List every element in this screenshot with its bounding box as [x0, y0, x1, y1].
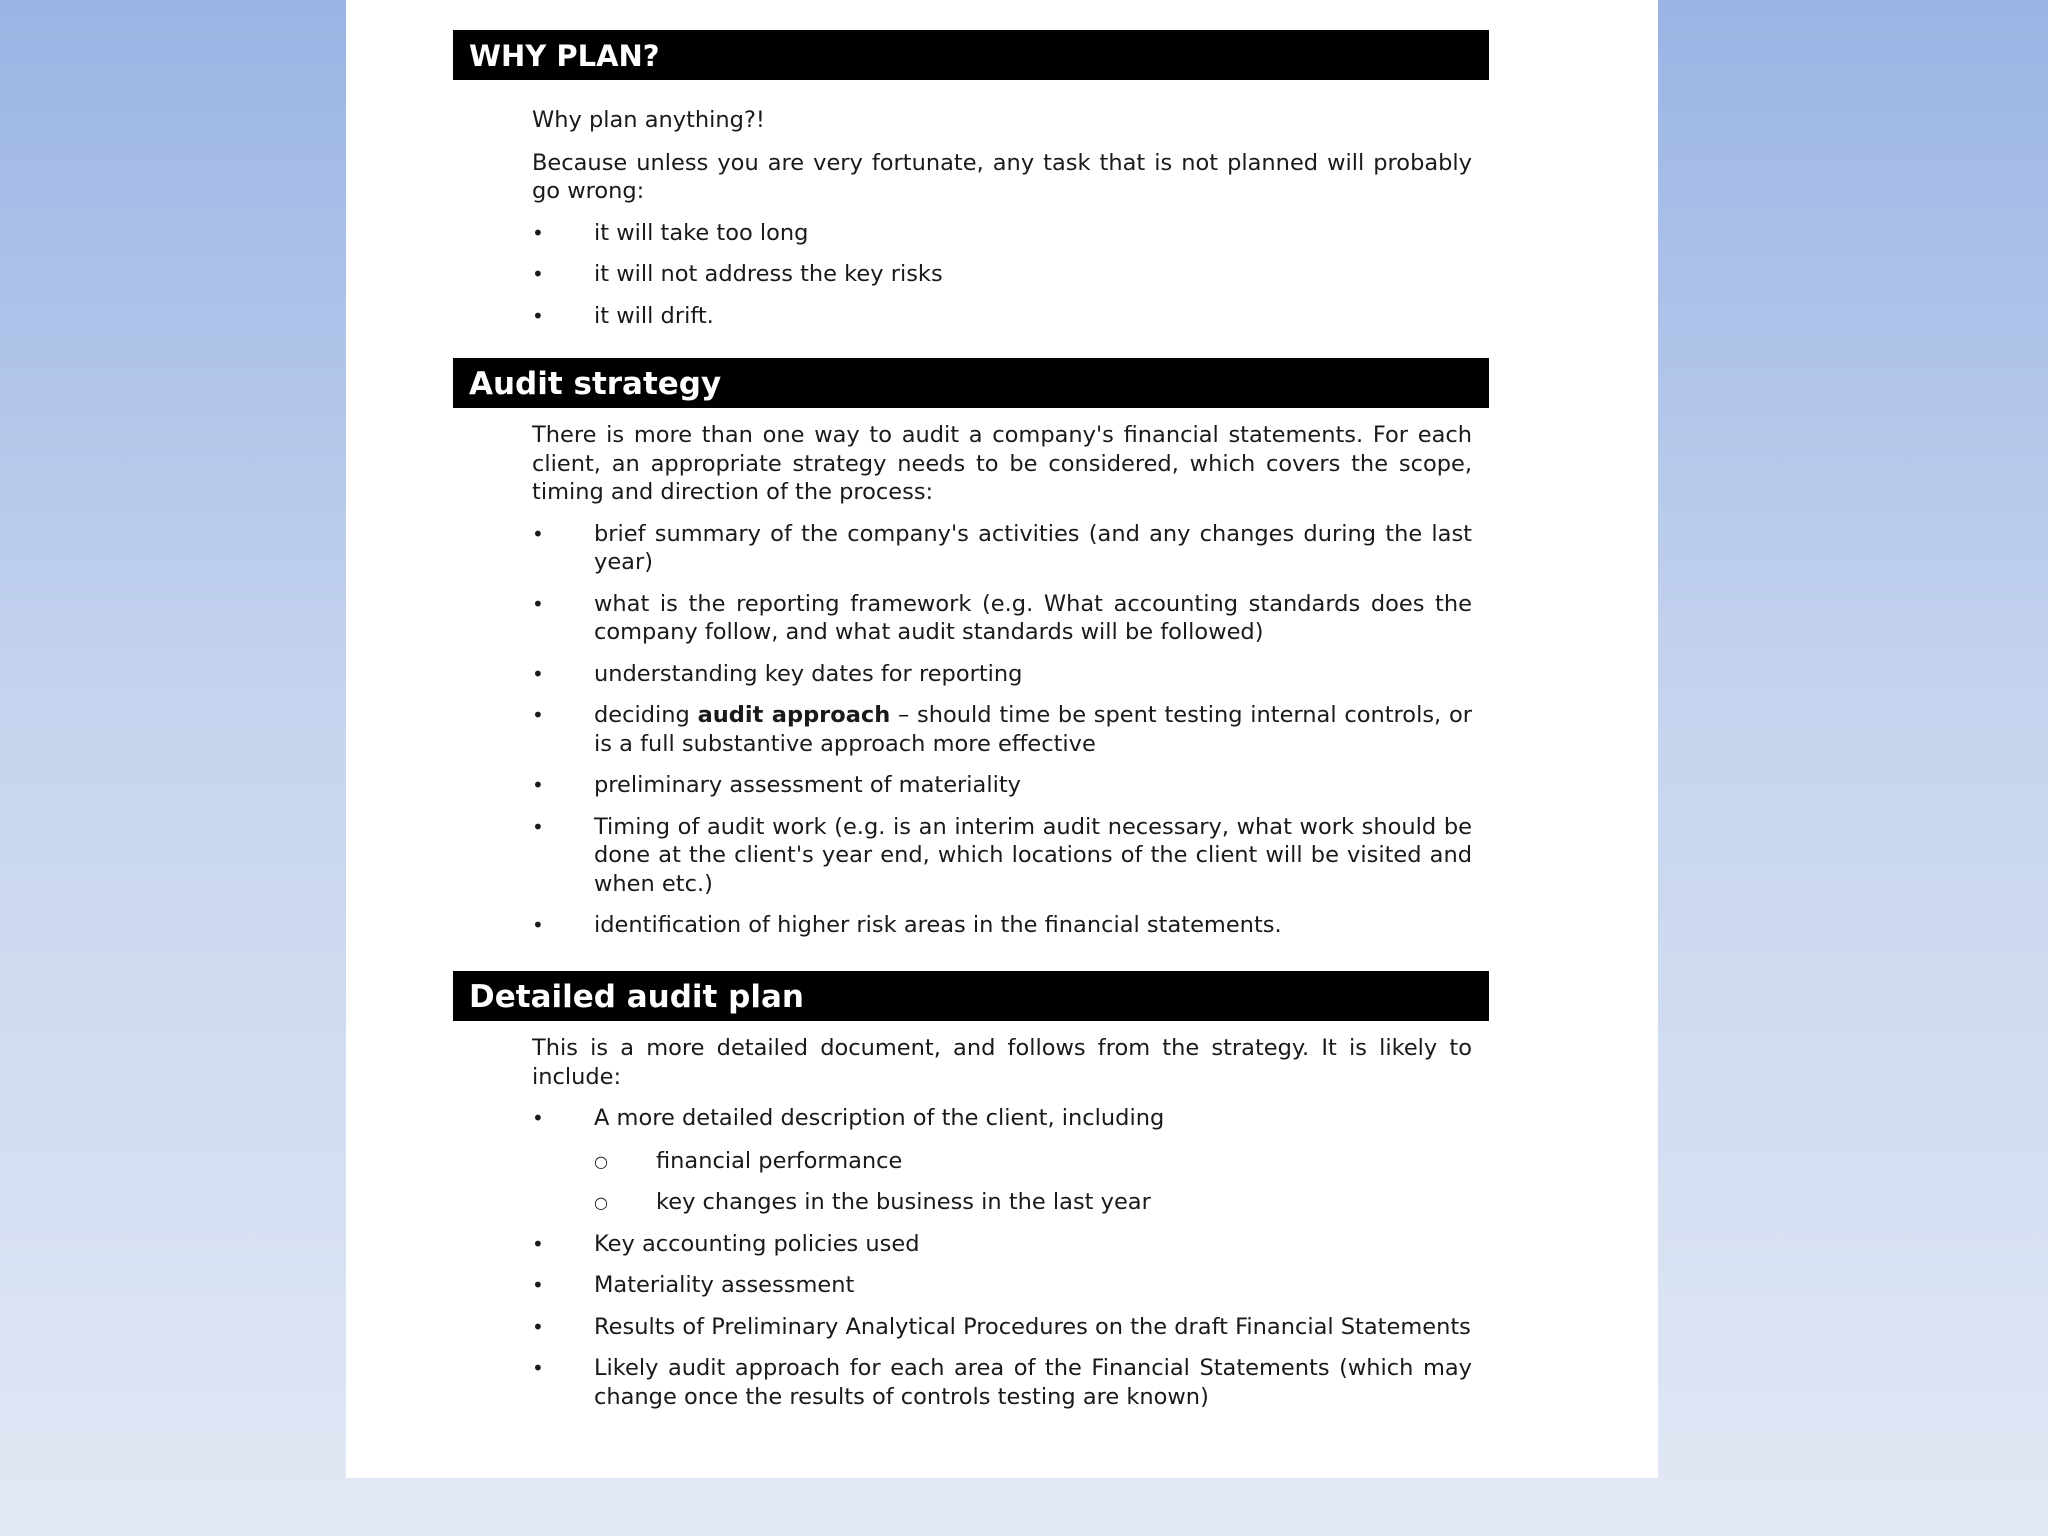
bullet-icon: • [532, 661, 544, 686]
list-item [532, 660, 1472, 689]
bullet-icon: • [532, 773, 544, 797]
list-item-text: identification of higher risk areas in the financial statements. [594, 912, 1282, 938]
bullet-icon: • [532, 591, 544, 616]
list-item-text: what is the reporting framework (e.g. What accounting standards does the company follow, and what audit standards will be followed) [594, 590, 1472, 645]
section-heading-detailed-audit-plan: Detailed audit plan [453, 971, 1489, 1021]
bullet-list [532, 219, 1472, 331]
list-item-text: Key accounting policies used [594, 1230, 920, 1257]
bullet-list [532, 520, 1472, 940]
section-body-detailed-audit-plan [532, 1034, 1472, 1411]
text-suffix: – should time be spent testing internal controls, or is a full substantive approach more effective [594, 702, 1472, 757]
list-item-text: preliminary assessment of materiality [594, 772, 1021, 798]
list-item [532, 771, 1472, 800]
bullet-icon: • [532, 1106, 544, 1130]
list-item [532, 1313, 1472, 1342]
bullet-list [532, 1104, 1472, 1411]
list-item-text: Materiality assessment [594, 1272, 855, 1298]
list-item [532, 219, 1472, 248]
sub-bullet-list [594, 1147, 1472, 1217]
section-body-why-plan [532, 106, 1472, 330]
list-item [532, 911, 1472, 940]
bullet-icon: • [532, 220, 544, 245]
list-item-text: it will not address the key risks [594, 261, 943, 287]
section-heading-why-plan: WHY PLAN? [453, 30, 1489, 80]
section-body-audit-strategy [532, 421, 1472, 940]
sub-list-item-text: key changes in the business in the last year [656, 1189, 1151, 1215]
list-item-text [594, 702, 1472, 757]
list-item-text: A more detailed description of the client, including [594, 1105, 1165, 1131]
bullet-icon: • [532, 262, 544, 286]
list-item-text: understanding key dates for reporting [594, 660, 1023, 687]
list-item-text: Results of Preliminary Analytical Procedures on the draft Financial Statements [594, 1313, 1471, 1340]
list-item-text: Timing of audit work (e.g. is an interim audit necessary, what work should be done at the client's year end, which locations of the client will be visited and when etc.) [594, 813, 1472, 897]
sub-list-item-text: financial performance [656, 1147, 903, 1174]
list-item [532, 1354, 1472, 1411]
hollow-circle-icon: ○ [594, 1151, 608, 1171]
list-item-text: brief summary of the company's activities (and any changes during the last year) [594, 520, 1472, 575]
bullet-icon: • [532, 703, 544, 727]
list-item [532, 813, 1472, 899]
list-item [532, 1271, 1472, 1300]
paragraph: Because unless you are very fortunate, any task that is not planned will probably go wrong: [532, 149, 1472, 204]
paragraph: This is a more detailed document, and follows from the strategy. It is likely to include: [532, 1035, 1472, 1090]
list-item [532, 260, 1472, 289]
sub-list-item [594, 1188, 1472, 1217]
list-item [532, 1230, 1472, 1259]
bullet-icon: • [532, 1314, 544, 1339]
list-item [532, 302, 1472, 331]
text-prefix: deciding [594, 702, 698, 728]
bullet-icon: • [532, 521, 544, 546]
list-item [532, 1104, 1472, 1217]
bullet-icon: • [532, 1273, 544, 1297]
document-page [346, 0, 1658, 1478]
list-item-text: Likely audit approach for each area of the Financial Statements (which may change once the results of controls testing are known) [594, 1355, 1472, 1410]
section-heading-audit-strategy: Audit strategy [453, 358, 1489, 408]
list-item [532, 520, 1472, 577]
bullet-icon: • [532, 814, 544, 839]
bullet-icon: • [532, 1231, 544, 1256]
bullet-icon: • [532, 1356, 544, 1380]
bullet-icon: • [532, 913, 544, 937]
bold-term-audit-approach: audit approach [697, 702, 891, 728]
paragraph: There is more than one way to audit a company's financial statements. For each client, an appropriate strategy needs to be considered, which covers the scope, timing and direction of the process: [532, 422, 1472, 505]
intro-question: Why plan anything?! [532, 107, 765, 133]
list-item [532, 590, 1472, 647]
list-item-text: it will drift. [594, 302, 714, 329]
sub-list-item [594, 1147, 1472, 1176]
hollow-circle-icon: ○ [594, 1193, 608, 1212]
list-item [532, 701, 1472, 758]
bullet-icon: • [532, 303, 544, 328]
list-item-text: it will take too long [594, 219, 809, 246]
